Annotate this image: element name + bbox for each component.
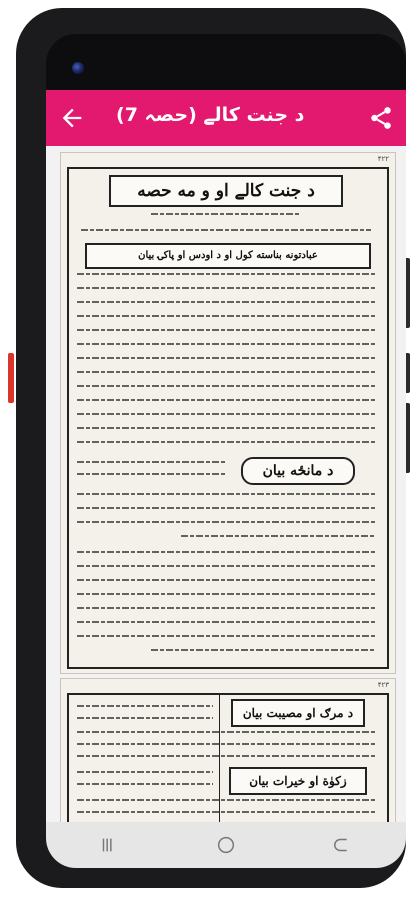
text-line xyxy=(77,607,375,609)
section-heading: د مانځه بيان xyxy=(241,457,355,485)
text-line xyxy=(77,273,375,275)
text-line xyxy=(77,473,227,475)
text-line xyxy=(77,593,375,595)
text-line xyxy=(77,385,375,387)
book-page xyxy=(60,152,396,674)
page-number: ۴۲۳ xyxy=(377,681,389,689)
text-line xyxy=(151,649,375,651)
app-bar xyxy=(46,90,406,146)
text-line xyxy=(77,315,375,317)
text-line xyxy=(77,717,213,719)
book-page-viewer[interactable] xyxy=(46,146,406,822)
text-line xyxy=(77,461,227,463)
text-line xyxy=(77,743,375,745)
share-icon[interactable] xyxy=(368,105,394,131)
text-line xyxy=(81,229,371,231)
nav-recents-icon[interactable] xyxy=(98,834,120,856)
text-line xyxy=(77,357,375,359)
text-line xyxy=(77,799,375,801)
text-line xyxy=(77,621,375,623)
column-divider xyxy=(219,693,220,822)
text-line xyxy=(77,705,213,707)
text-line xyxy=(77,783,213,785)
page-header xyxy=(67,681,389,691)
nav-home-icon[interactable] xyxy=(215,834,237,856)
phone-frame xyxy=(16,8,406,888)
page-number: ۴۲۲ xyxy=(377,155,389,163)
section-heading: زکوٰة او خيرات بيان xyxy=(229,767,367,795)
text-line xyxy=(77,427,375,429)
text-line xyxy=(77,441,375,443)
text-line xyxy=(77,579,375,581)
text-line xyxy=(77,301,375,303)
bismillah-line xyxy=(151,213,301,215)
arrow-left-icon[interactable] xyxy=(58,104,86,132)
text-line xyxy=(77,731,375,733)
text-line xyxy=(77,287,375,289)
page-header xyxy=(67,155,389,165)
text-line xyxy=(77,343,375,345)
text-line xyxy=(77,635,375,637)
system-nav-bar xyxy=(46,822,406,868)
status-bar xyxy=(46,34,406,90)
text-line xyxy=(181,535,375,537)
screen xyxy=(46,34,406,868)
front-camera xyxy=(72,62,84,74)
text-line xyxy=(77,493,375,495)
text-line xyxy=(77,551,375,553)
text-line xyxy=(77,521,375,523)
text-line xyxy=(77,565,375,567)
text-line xyxy=(77,329,375,331)
text-line xyxy=(77,771,213,773)
text-line xyxy=(77,755,375,757)
text-line xyxy=(77,371,375,373)
text-line xyxy=(77,413,375,415)
nav-back-icon[interactable] xyxy=(332,834,354,856)
main-title: د جنت کالے او و مه حصه xyxy=(109,175,343,207)
page-title: د جنت کالے (حصہ 7) xyxy=(116,104,305,126)
section-heading: د مرګ او مصيبت بيان xyxy=(231,699,365,727)
red-side-button xyxy=(8,353,14,403)
text-line xyxy=(77,811,375,813)
text-line xyxy=(77,507,375,509)
text-line xyxy=(77,399,375,401)
chapter-heading: عبادتونه بناسته کول او د اودس او پاکۍ بيان xyxy=(85,243,371,269)
book-page xyxy=(60,678,396,822)
